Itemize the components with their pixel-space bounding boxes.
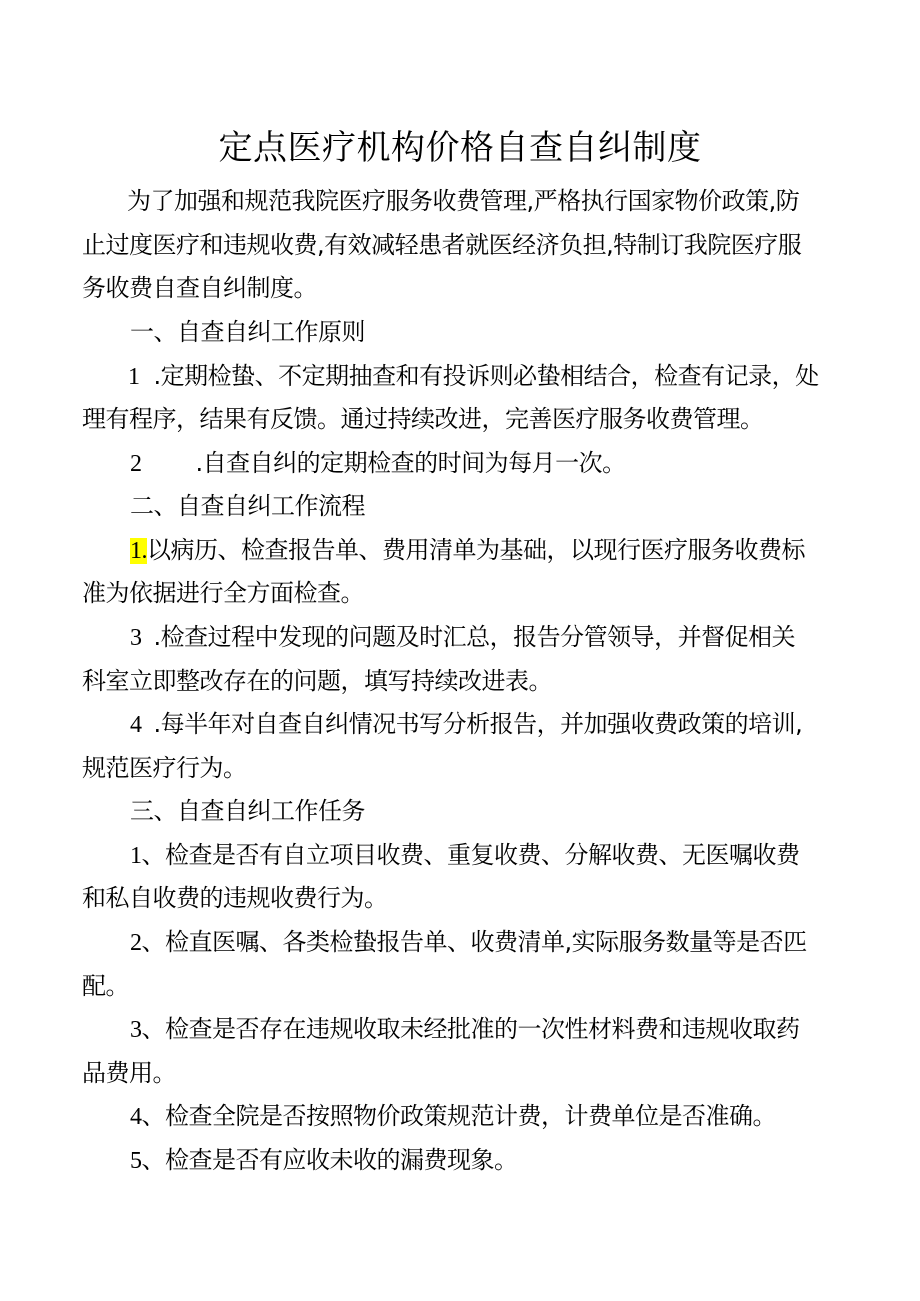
item-number: 4 [130,1104,142,1130]
item-text: 、检查是否有自立项目收费、重复收费、分解收费、无医嘱收费 [141,841,800,869]
item-continuation: 配。 [82,972,129,1000]
item-continuation: 和私自收费的违规收费行为。 [82,884,388,912]
list-item [128,359,819,394]
item-number: 5 [130,1148,142,1174]
item-continuation: 准为依据进行全方面检查。 [82,579,364,607]
list-item [130,1143,518,1178]
item-text: .定期检蛰、不定期抽查和有投诉则必蛰相结合，检查有记录，处 [153,362,819,390]
item-number: 3 [130,1017,142,1043]
list-item [130,446,626,481]
item-number: 3 [130,625,142,651]
list-item [130,1012,800,1047]
item-text: 、检查是否存在违规收取未经批准的一次性材料费和违规收取药 [141,1015,800,1043]
list-item [130,838,800,873]
item-continuation: 科室立即整改存在的问题，填写持续改进表。 [82,667,552,695]
item-text: .自查自纠的定期检查的时间为每月一次。 [195,449,626,477]
item-continuation: 品费用。 [82,1059,176,1087]
item-text: .检查过程中发现的问题及时汇总，报告分管领导，并督促相关 [153,623,796,651]
document-title: 定点医疗机构价格自查自纠制度 [218,128,702,168]
section2-heading: 二、自查自纠工作流程 [130,492,365,520]
item-number: 4 [130,712,142,738]
item-number: 2 [130,930,142,956]
list-item [130,620,795,655]
item-number: 2 [130,451,142,477]
section3-heading: 三、自查自纠工作任务 [130,797,365,825]
item-text: 以病历、检查报告单、费用清单为基础，以现行医疗服务收费标 [147,536,805,564]
item-text: 、检查全院是否按照物价政策规范计费，计费单位是否准确。 [141,1102,776,1130]
item-continuation: 理有程序，结果有反馈。通过持续改进，完善医疗服务收费管理。 [82,405,764,433]
item-text: .每半年对自查自纠情况书写分析报告，并加强收费政策的培训, [153,710,803,738]
item-text: 、检查是否有应收未收的漏费现象。 [141,1146,518,1174]
item-number: 1 [128,364,140,390]
list-item [130,925,807,960]
item-continuation: 规范医疗行为。 [82,754,247,782]
intro-line: 止过度医疗和违规收费,有效减轻患者就医经济负担,特制订我院医疗服 [82,231,802,259]
list-item [130,707,802,742]
section1-heading: 一、自查自纠工作原则 [130,318,365,346]
highlighted-item-number: 1. [130,538,147,564]
list-item [130,533,805,568]
intro-line: 为了加强和规范我院医疗服务收费管理,严格执行国家物价政策,防 [127,187,800,215]
item-text: 、检直医嘱、各类检蛰报告单、收费清单,实际服务数量等是否匹 [141,928,807,956]
item-number: 1 [130,843,142,869]
intro-line: 务收费自查自纠制度。 [82,274,317,302]
list-item [130,1099,776,1134]
